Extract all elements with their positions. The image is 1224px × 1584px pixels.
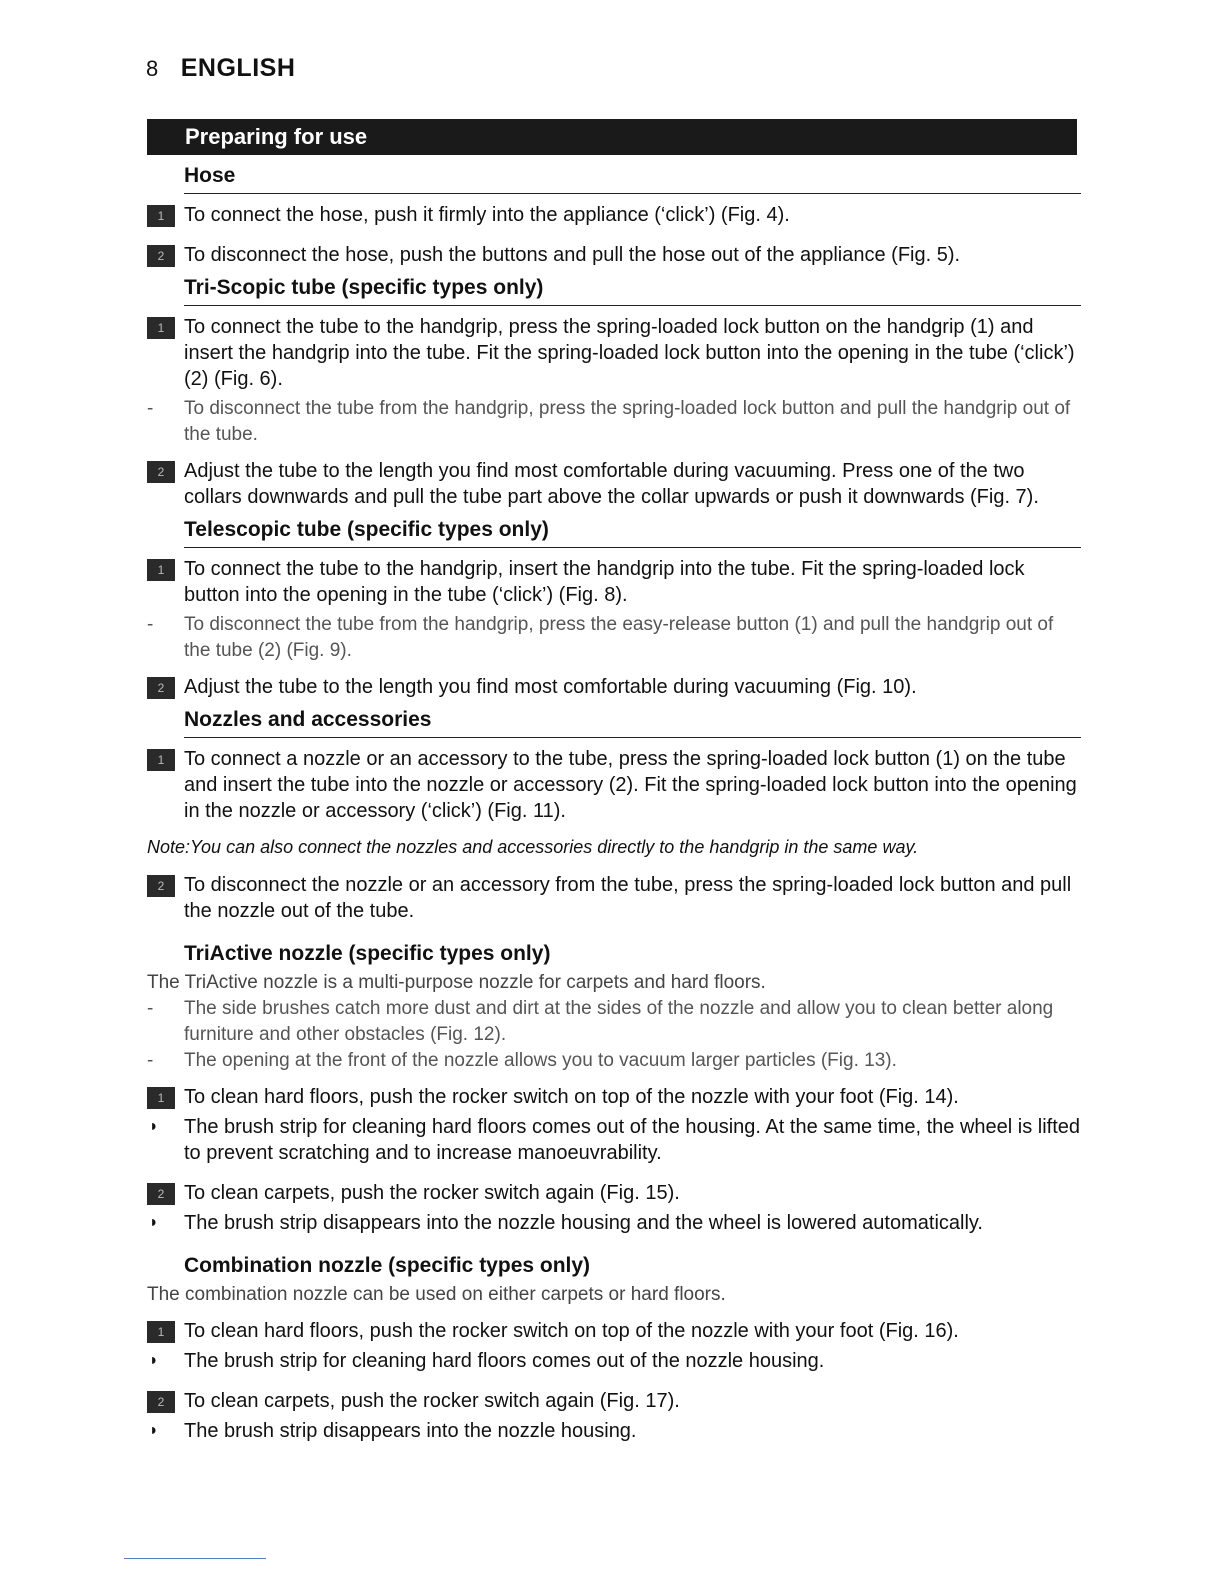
- step-number-badge: 1: [147, 317, 175, 339]
- page-number: 8: [146, 56, 159, 81]
- step-item: [147, 1180, 1081, 1206]
- step-text: To clean carpets, push the rocker switch again (Fig. 15).: [184, 1182, 680, 1204]
- subheading-hose: Hose: [184, 160, 1081, 194]
- subheading-nozzles: Nozzles and accessories: [184, 704, 1081, 738]
- step-text: To connect the hose, push it firmly into the appliance (‘click’) (Fig. 4).: [184, 204, 790, 226]
- dash-text: To disconnect the tube from the handgrip, press the easy-release button (1) and pull the handgrip out of the tube (2) (Fig. 9).: [184, 614, 1054, 661]
- step-number-badge: 1: [147, 1087, 175, 1109]
- subheading-telescopic: Telescopic tube (specific types only): [184, 514, 1081, 548]
- result-arrow-icon: ◗: [149, 1352, 159, 1369]
- dash-text: To disconnect the tube from the handgrip, press the spring-loaded lock button and pull the handgrip out of the tube.: [184, 398, 1071, 445]
- page-content: [147, 160, 1081, 1448]
- step-number-badge: 2: [147, 1391, 175, 1413]
- intro-text: The TriActive nozzle is a multi-purpose nozzle for carpets and hard floors.: [147, 972, 766, 993]
- result-arrow-icon: ◗: [149, 1118, 159, 1135]
- result-text: The brush strip for cleaning hard floors comes out of the housing. At the same time, the wheel is lifted to prevent scratching and to increase manoeuvrability.: [184, 1116, 1081, 1164]
- dash-text: The opening at the front of the nozzle allows you to vacuum larger particles (Fig. 13).: [184, 1050, 897, 1071]
- step-item: [147, 872, 1081, 924]
- result-item: [147, 1348, 1081, 1374]
- result-arrow-icon: ◗: [149, 1214, 159, 1231]
- dash-item: [147, 1048, 1081, 1074]
- dash-mark: -: [147, 614, 154, 635]
- step-text: To clean hard floors, push the rocker switch on top of the nozzle with your foot (Fig. 14).: [184, 1086, 959, 1108]
- result-text: The brush strip for cleaning hard floors comes out of the nozzle housing.: [184, 1350, 825, 1372]
- dash-mark: -: [147, 398, 154, 419]
- step-item: [147, 556, 1081, 608]
- result-item: [147, 1210, 1081, 1236]
- dash-item: [147, 612, 1081, 664]
- step-item: [147, 746, 1081, 824]
- step-text: Adjust the tube to the length you find most comfortable during vacuuming (Fig. 10).: [184, 676, 917, 698]
- result-item: [147, 1418, 1081, 1444]
- subheading-combination: Combination nozzle (specific types only): [184, 1254, 591, 1277]
- step-text: To clean hard floors, push the rocker switch on top of the nozzle with your foot (Fig. 16).: [184, 1320, 959, 1342]
- step-item: [147, 458, 1081, 510]
- dash-mark: -: [147, 1050, 154, 1071]
- step-number-badge: 2: [147, 461, 175, 483]
- dash-item: [147, 396, 1081, 448]
- step-text: To connect the tube to the handgrip, press the spring-loaded lock button on the handgrip (1) and insert the handgrip into the tube. Fit the spring-loaded lock button into the opening in the tube (‘click’) (2) (Fig. 6).: [184, 316, 1075, 390]
- page-header: [146, 54, 295, 83]
- subheading-triactive: TriActive nozzle (specific types only): [184, 942, 551, 965]
- step-item: [147, 314, 1081, 392]
- dash-mark: -: [147, 998, 154, 1019]
- note: [147, 834, 1081, 860]
- step-text: To disconnect the nozzle or an accessory from the tube, press the spring-loaded lock button and pull the nozzle out of the tube.: [184, 874, 1072, 922]
- step-text: To clean carpets, push the rocker switch again (Fig. 17).: [184, 1390, 680, 1412]
- step-text: To disconnect the hose, push the buttons and pull the hose out of the appliance (Fig. 5).: [184, 244, 961, 266]
- step-text: To connect a nozzle or an accessory to the tube, press the spring-loaded lock button (1) on the tube and insert the tube into the nozzle or accessory (2). Fit the spring-loaded lock button into the opening in the nozzle or accessory (‘click’) (Fig. 11).: [184, 748, 1077, 822]
- step-item: [147, 674, 1081, 700]
- dash-text: The side brushes catch more dust and dirt at the sides of the nozzle and allow you to clean better along furniture and other obstacles (Fig. 12).: [184, 998, 1054, 1045]
- dash-item: [147, 996, 1081, 1048]
- step-item: [147, 202, 1081, 228]
- step-text: Adjust the tube to the length you find most comfortable during vacuuming. Press one of the two collars downwards and pull the tube part above the collar upwards or push it downwards (Fig. 7).: [184, 460, 1039, 508]
- step-number-badge: 1: [147, 1321, 175, 1343]
- language-label: ENGLISH: [180, 54, 296, 82]
- note-label: Note:: [147, 837, 191, 857]
- step-item: [147, 1318, 1081, 1344]
- step-number-badge: 1: [147, 559, 175, 581]
- result-arrow-icon: ◗: [149, 1422, 159, 1439]
- step-number-badge: 1: [147, 749, 175, 771]
- result-text: The brush strip disappears into the nozzle housing and the wheel is lowered automatically.: [184, 1212, 983, 1234]
- step-number-badge: 1: [147, 205, 175, 227]
- step-item: [147, 1388, 1081, 1414]
- step-item: [147, 1084, 1081, 1110]
- step-text: To connect the tube to the handgrip, insert the handgrip into the tube. Fit the spring-loaded lock button into the opening in the tube (‘click’) (Fig. 8).: [184, 558, 1025, 606]
- step-number-badge: 2: [147, 677, 175, 699]
- step-number-badge: 2: [147, 1183, 175, 1205]
- step-number-badge: 2: [147, 245, 175, 267]
- note-text: You can also connect the nozzles and accessories directly to the handgrip in the same way.: [190, 837, 919, 857]
- intro-text: The combination nozzle can be used on either carpets or hard floors.: [147, 1284, 726, 1305]
- footer-rule: [124, 1558, 266, 1559]
- subheading-triscopic: Tri-Scopic tube (specific types only): [184, 272, 1081, 306]
- result-text: The brush strip disappears into the nozzle housing.: [184, 1420, 637, 1442]
- step-number-badge: 2: [147, 875, 175, 897]
- step-item: [147, 242, 1081, 268]
- section-title-bar: Preparing for use: [147, 119, 1077, 155]
- result-item: [147, 1114, 1081, 1166]
